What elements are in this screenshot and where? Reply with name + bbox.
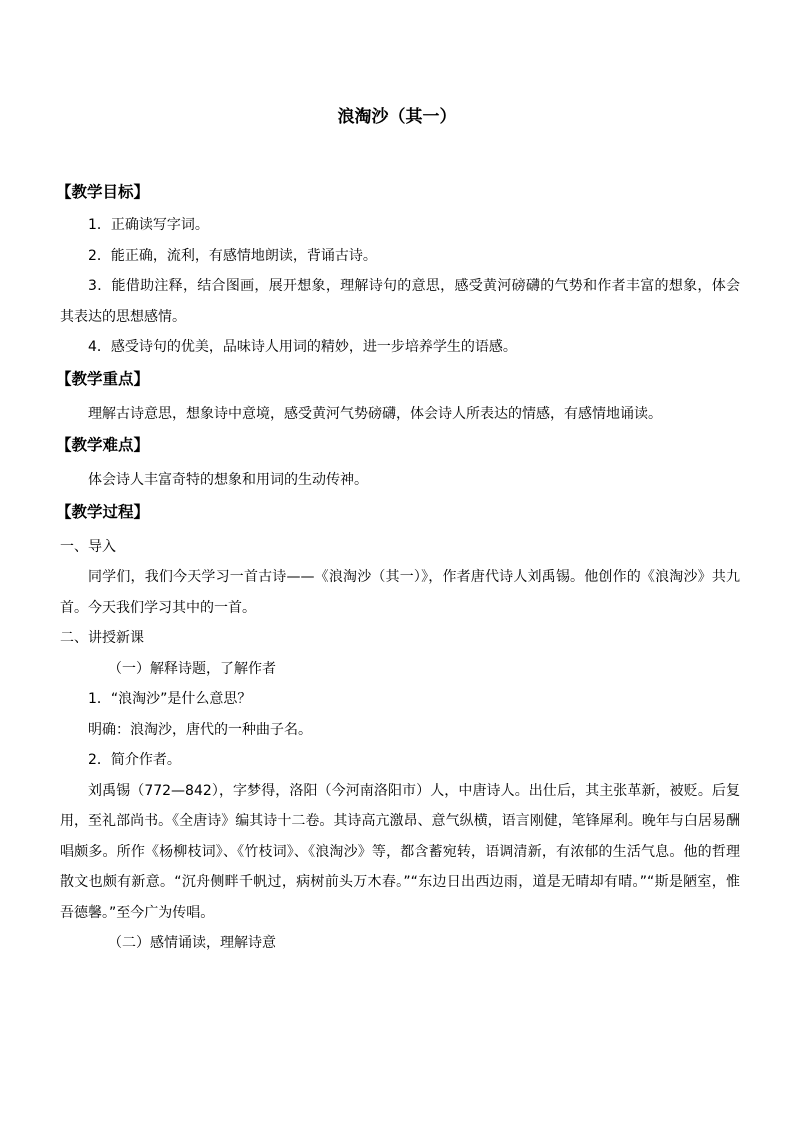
goal-item-2: 2．能正确，流利，有感情地朗读，背诵古诗。 (88, 247, 377, 264)
question-2: 2．简介作者。 (88, 752, 181, 768)
intro-text: 同学们，我们今天学习一首古诗——《浪淘沙（其一）》，作者唐代诗人刘禹锡。他创作的《浪淘沙》共九首。今天我们学习其中的一首。 (60, 569, 740, 616)
section-heading-process: 【教学过程】 (56, 502, 150, 521)
answer-1: 明确：浪淘沙，唐代的一种曲子名。 (88, 721, 312, 738)
difficulties-text: 体会诗人丰富奇特的想象和用词的生动传神。 (88, 472, 368, 488)
part2-title: （二）感情诵读，理解诗意 (108, 935, 276, 951)
goal-item-3: 3．能借助注释，结合图画，展开想象，理解诗句的意思，感受黄河磅礴的气势和作者丰富的想象，体会其表达的思想感情。 (60, 278, 740, 325)
key-points-text: 理解古诗意思，想象诗中意境，感受黄河气势磅礴，体会诗人所表达的情感，有感情地诵读。 (88, 405, 662, 422)
intro-title: 一、导入 (60, 538, 116, 555)
section-heading-goals: 【教学目标】 (56, 183, 150, 201)
part1-title: （一）解释诗题，了解作者 (108, 660, 276, 677)
new-lesson-title: 二、讲授新课 (60, 630, 144, 646)
section-heading-key-points: 【教学重点】 (56, 369, 150, 388)
document-body (56, 176, 740, 959)
document-title: 浪淘沙（其一） (337, 107, 457, 127)
goal-item-1: 1．正确读写字词。 (88, 217, 209, 233)
question-1: 1．“浪淘沙”是什么意思？ (88, 691, 252, 707)
section-heading-difficulties: 【教学难点】 (56, 436, 150, 454)
goal-item-4: 4．感受诗句的优美，品味诗人用词的精妙，进一步培养学生的语感。 (88, 339, 517, 355)
author-text: 刘禹锡（772—842），字梦得，洛阳（今河南洛阳市）人，中唐诗人。出仕后，其主张革新，被贬。后复用，至礼部尚书。《全唐诗》编其诗十二卷。其诗高亢激昂、意气纵横，语言刚健，笔锋犀利。晚年与白居易酬唱颇多。所作《杨柳枝词》、《竹枝词》、《浪淘沙》等，都含蓄宛转，语调清新，有浓郁的生活气息。他的哲理散文也颇有新意。“沉舟侧畔千帆过，病树前头万木春。”“东边日出西边雨，道是无晴却有晴。”“斯是陋室，惟吾德馨。”至今广为传唱。 (60, 782, 740, 921)
